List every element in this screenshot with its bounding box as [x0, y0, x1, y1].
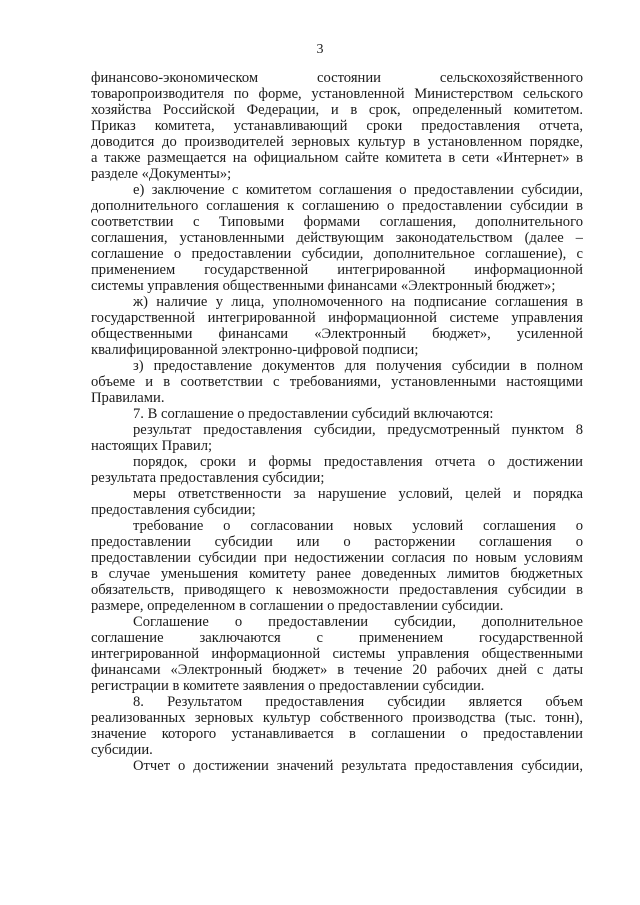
text-line: интегрированной информационной системы управления общественными: [91, 646, 583, 662]
text-line: в случае уменьшения комитету ранее доведенных лимитов бюджетных: [91, 566, 583, 582]
text-line: применением государственной интегрированной информационной: [91, 262, 583, 278]
text-line: меры ответственности за нарушение условий, целей и порядка: [133, 486, 583, 502]
text-line: финансово-экономическом состоянии сельскохозяйственного: [91, 70, 583, 86]
text-line: соглашение заключаются с применением государственной: [91, 630, 583, 646]
text-line: результата предоставления субсидии;: [91, 470, 325, 486]
text-line: соответствии с Типовыми формами соглашения, дополнительного: [91, 214, 583, 230]
text-line: дополнительного соглашения к соглашению о предоставлении субсидии в: [91, 198, 583, 214]
text-line: системы управления общественными финансами «Электронный бюджет»;: [91, 278, 556, 294]
text-line: реализованных зерновых культур собственного производства (тыс. тонн),: [91, 710, 583, 726]
text-line: объеме и в соответствии с требованиями, установленными настоящими: [91, 374, 583, 390]
text-line: соглашение о предоставлении субсидии, дополнительное соглашение), с: [91, 246, 583, 262]
text-line: разделе «Документы»;: [91, 166, 232, 182]
text-line: предоставлении субсидии или о расторжении соглашения о: [91, 534, 583, 550]
text-line: общественными финансами «Электронный бюджет», усиленной: [91, 326, 583, 342]
text-line: ж) наличие у лица, уполномоченного на подписание соглашения в: [133, 294, 583, 310]
text-line: государственной интегрированной информационной системе управления: [91, 310, 583, 326]
text-line: порядок, сроки и формы предоставления отчета о достижении: [133, 454, 583, 470]
text-line: результат предоставления субсидии, предусмотренный пунктом 8: [133, 422, 583, 438]
text-line: Приказ комитета, устанавливающий сроки предоставления отчета,: [91, 118, 583, 134]
text-line: регистрации в комитете заявления о предоставлении субсидии.: [91, 678, 485, 694]
text-line: финансами «Электронный бюджет» в течение 20 рабочих дней с даты: [91, 662, 583, 678]
text-line: предоставлении субсидии при недостижении согласия по новым условиям: [91, 550, 583, 566]
text-line: настоящих Правил;: [91, 438, 213, 454]
page-number: 3: [316, 42, 324, 57]
text-line: з) предоставление документов для получения субсидии в полном: [133, 358, 583, 374]
text-line: обязательств, приводящего к невозможности предоставления субсидии в: [91, 582, 583, 598]
text-line: размере, определенном в соглашении о предоставлении субсидии.: [91, 598, 504, 614]
text-line: Правилами.: [91, 390, 165, 406]
text-line: соглашения, установленными действующим законодательством (далее –: [91, 230, 583, 246]
document-body: [91, 70, 583, 774]
text-line: Соглашение о предоставлении субсидии, дополнительное: [133, 614, 583, 630]
text-line: товаропроизводителя по форме, установленной Министерством сельского: [91, 86, 583, 102]
text-line: 7. В соглашение о предоставлении субсидий включаются:: [133, 406, 494, 422]
text-line: а также размещается на официальном сайте комитета в сети «Интернет» в: [91, 150, 583, 166]
text-line: 8. Результатом предоставления субсидии является объем: [133, 694, 583, 710]
text-line: субсидии.: [91, 742, 153, 758]
text-line: Отчет о достижении значений результата предоставления субсидии,: [133, 758, 583, 774]
text-line: квалифицированной электронно-цифровой подписи;: [91, 342, 419, 358]
text-line: предоставления субсидии;: [91, 502, 256, 518]
text-line: значение которого устанавливается в соглашении о предоставлении: [91, 726, 583, 742]
text-line: доводится до производителей зерновых культур в установленном порядке,: [91, 134, 583, 150]
text-line: е) заключение с комитетом соглашения о предоставлении субсидии,: [133, 182, 583, 198]
text-line: требование о согласовании новых условий соглашения о: [133, 518, 583, 534]
text-line: хозяйства Российской Федерации, и в срок, определенный комитетом.: [91, 102, 583, 118]
